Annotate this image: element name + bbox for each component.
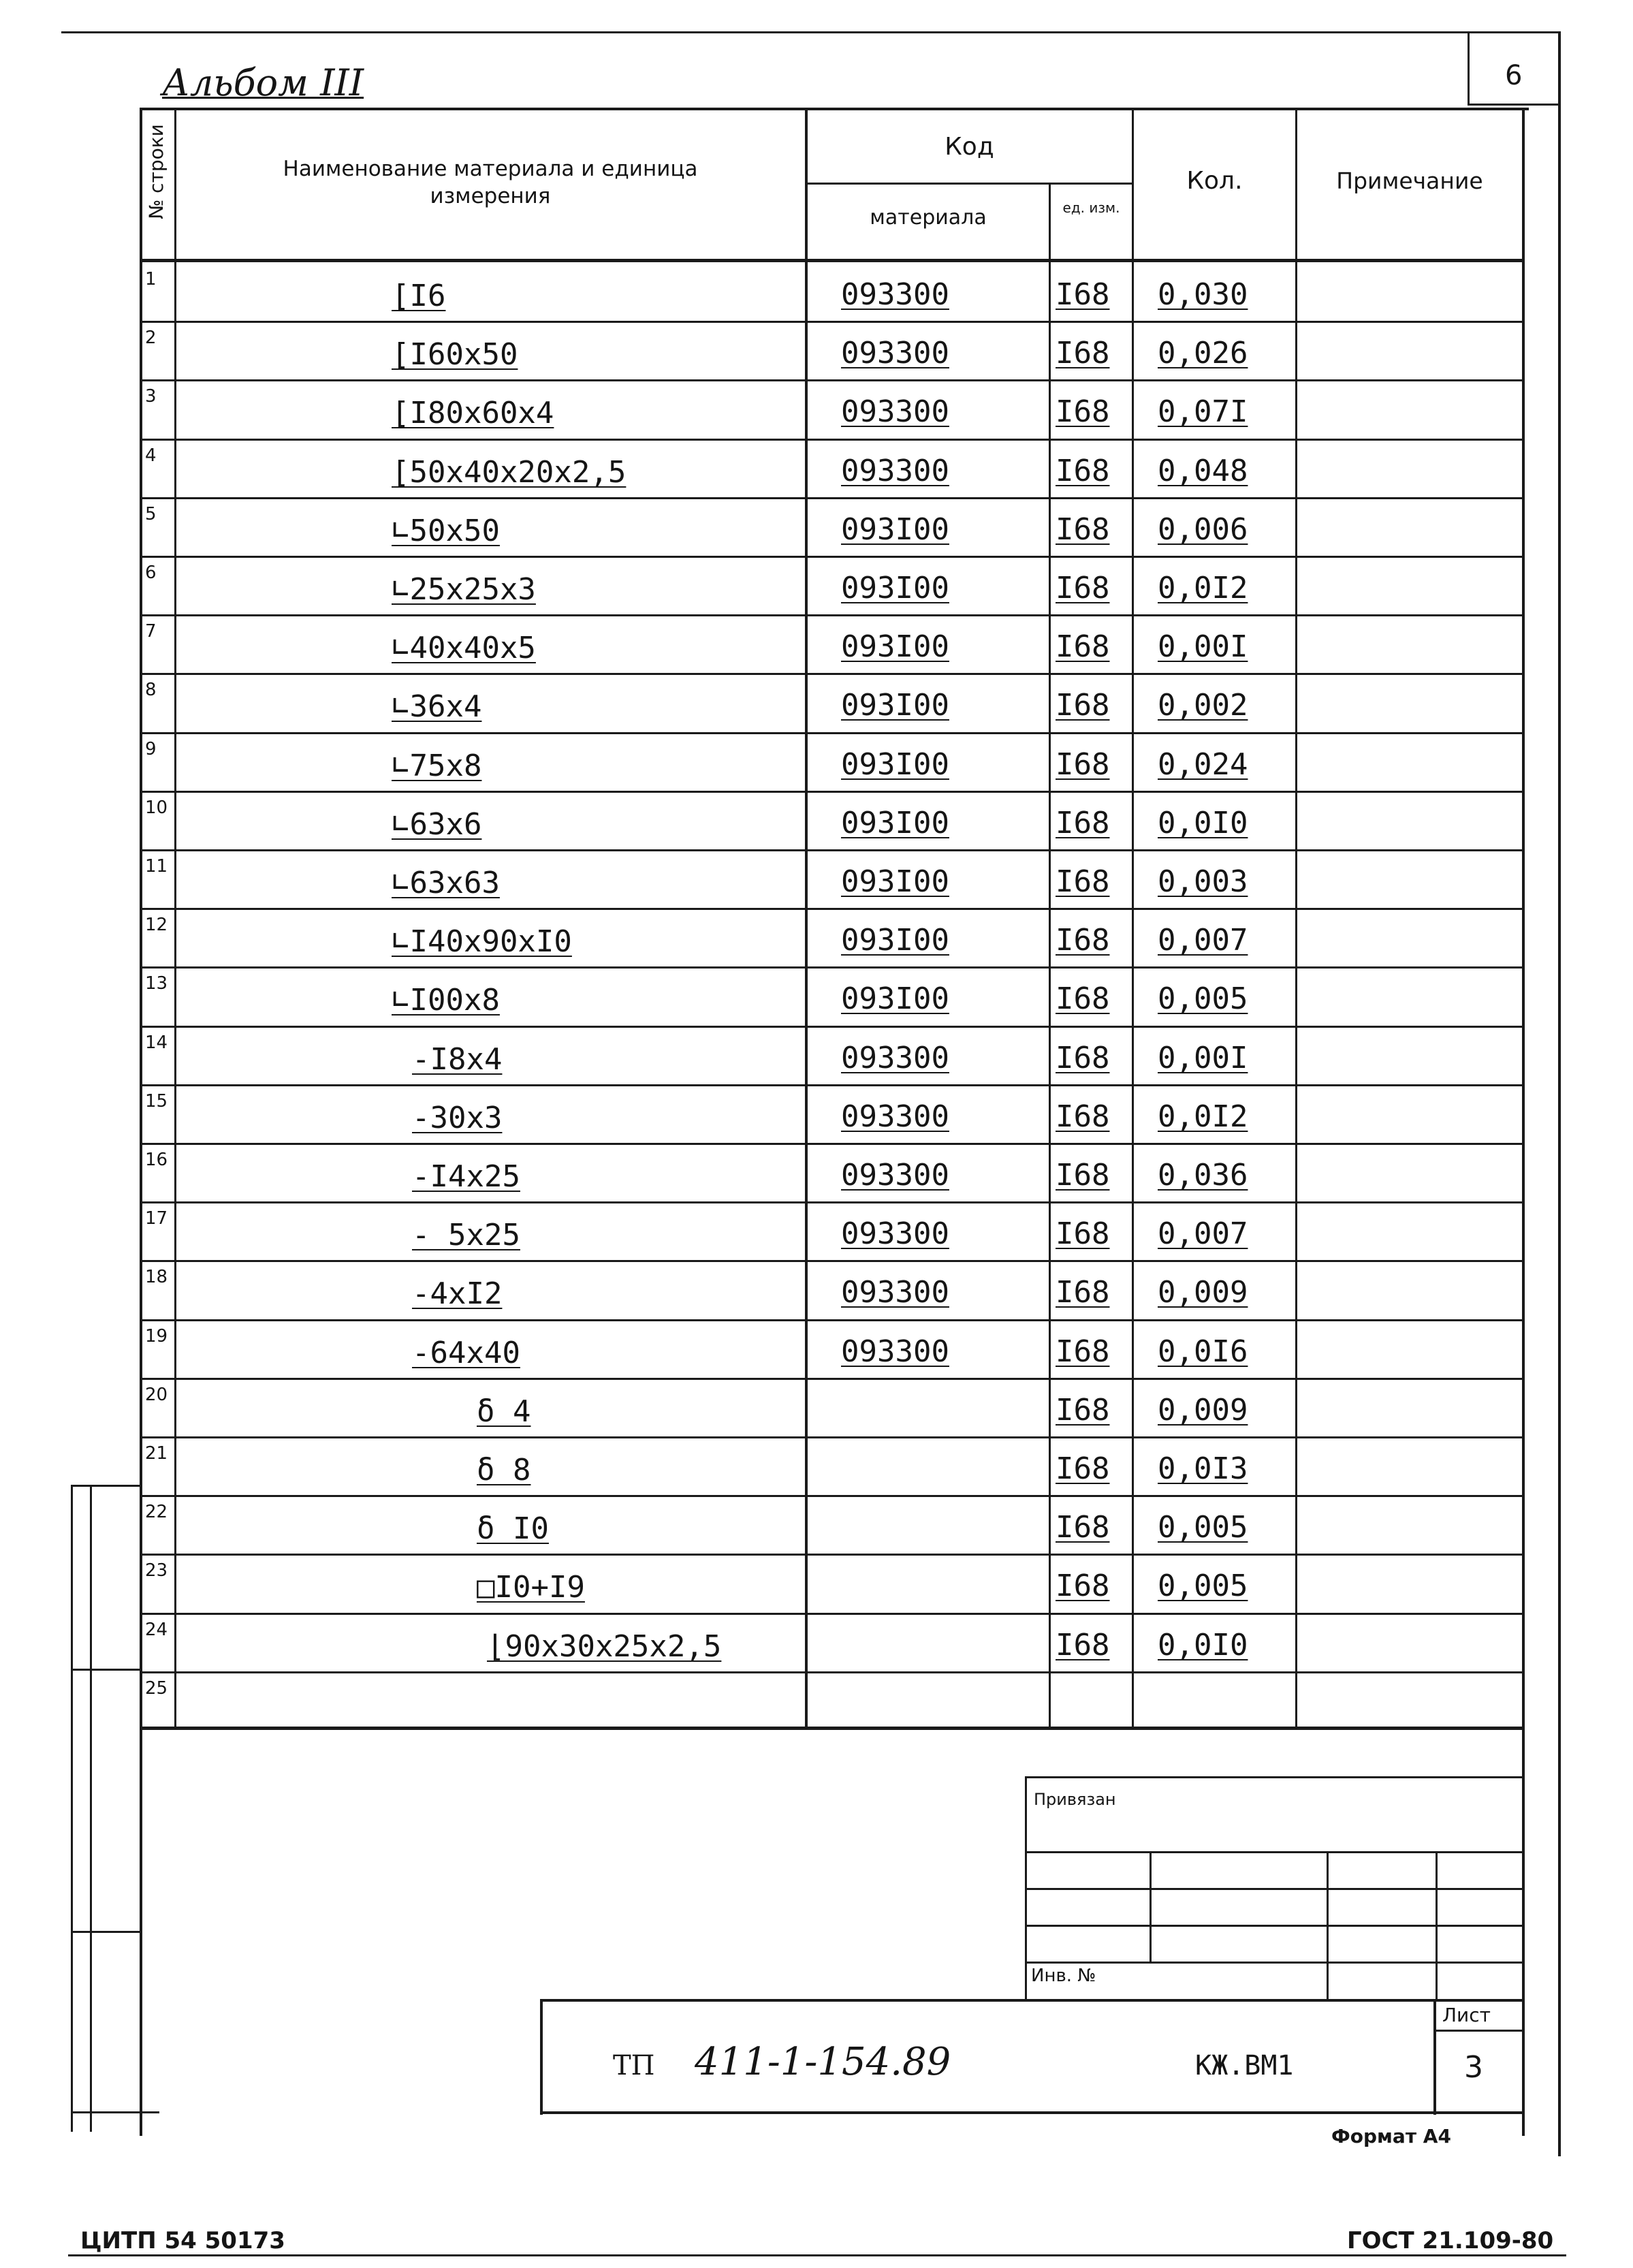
quantity: 0,005 (1158, 981, 1248, 1016)
material-name: [50x40x20x2,5 (392, 455, 627, 490)
unit-code: I68 (1056, 747, 1110, 782)
row-number: 16 (145, 1150, 168, 1170)
bound-label: Привязан (1034, 1790, 1116, 1809)
table-bottom (140, 1727, 1525, 1730)
row-number: 13 (145, 973, 168, 994)
row-number: 11 (145, 856, 168, 877)
header-code-group: Код (945, 133, 994, 161)
unit-code: I68 (1056, 571, 1110, 605)
material-code: 093300 (841, 1275, 949, 1310)
bound-block-top (1025, 1776, 1525, 1778)
material-name: □I0+I9 (477, 1570, 585, 1605)
row-separator (140, 379, 1525, 381)
quantity: 0,003 (1158, 864, 1248, 899)
margin-col-1 (71, 1485, 73, 2132)
header-note: Примечание (1336, 168, 1483, 194)
row-number: 23 (145, 1560, 168, 1581)
material-name: -4xI2 (412, 1276, 503, 1311)
page-corner-number: 6 (1505, 60, 1523, 91)
row-number: 5 (145, 504, 157, 524)
format-label: Формат А4 (1331, 2125, 1451, 2147)
bound-row-line-2 (1025, 1888, 1525, 1890)
unit-code: I68 (1056, 629, 1110, 664)
material-name: -64x40 (412, 1336, 520, 1370)
row-number: 1 (145, 269, 157, 289)
table-top-border (140, 108, 1529, 110)
row-number: 4 (145, 445, 157, 466)
header-row-number: № строки (145, 124, 168, 219)
quantity: 0,006 (1158, 512, 1248, 547)
unit-code: I68 (1056, 277, 1110, 312)
top-border-right (1468, 31, 1470, 105)
material-code: 093I00 (841, 629, 949, 664)
title-block-left (540, 1999, 543, 2115)
row-number: 8 (145, 680, 157, 700)
row-separator (140, 1084, 1525, 1086)
material-code: 093300 (841, 454, 949, 488)
material-code: 093300 (841, 1216, 949, 1251)
row-separator (140, 614, 1525, 616)
material-name: ∟75x8 (392, 749, 482, 783)
quantity: 0,0I2 (1158, 1099, 1248, 1134)
row-number: 19 (145, 1326, 168, 1346)
unit-code: I68 (1056, 1099, 1110, 1134)
row-separator (140, 1436, 1525, 1438)
material-code: 093300 (841, 1334, 949, 1369)
quantity: 0,005 (1158, 1510, 1248, 1545)
margin-mid-line (71, 1669, 142, 1671)
material-name: ∟I40x90xI0 (392, 924, 572, 959)
row-number: 2 (145, 328, 157, 348)
bound-row-line-4 (1025, 1962, 1525, 1964)
unit-code: I68 (1056, 1569, 1110, 1603)
quantity: 0,002 (1158, 688, 1248, 723)
margin-col-2 (90, 1485, 92, 2132)
bound-col-3 (1436, 1851, 1438, 2001)
material-name: ∟I00x8 (392, 983, 500, 1018)
quantity: 0,0I3 (1158, 1451, 1248, 1486)
row-separator (140, 439, 1525, 441)
material-name: -I8x4 (412, 1042, 503, 1077)
right-border (1558, 31, 1561, 2156)
row-separator (140, 1026, 1525, 1028)
quantity: 0,0I0 (1158, 1628, 1248, 1663)
material-name: ⌊90x30x25x2,5 (487, 1629, 722, 1664)
bound-row-line-3 (1025, 1925, 1525, 1927)
material-code: 093300 (841, 1158, 949, 1193)
table-left-border (140, 108, 142, 2136)
material-code: 093300 (841, 336, 949, 371)
row-number: 14 (145, 1033, 168, 1053)
material-code: 093300 (841, 394, 949, 429)
document-code: КЖ.ВМ1 (1195, 2050, 1294, 2081)
row-separator (140, 1319, 1525, 1321)
material-name: [I6 (392, 279, 446, 313)
material-code: 093I00 (841, 981, 949, 1016)
quantity: 0,00I (1158, 1041, 1248, 1075)
row-number: 3 (145, 386, 157, 407)
row-separator (140, 1201, 1525, 1203)
header-name-column: Наименование материала и единица измерения (283, 157, 698, 208)
row-separator (140, 1378, 1525, 1380)
material-name: ∟36x4 (392, 689, 482, 724)
unit-code: I68 (1056, 454, 1110, 488)
row-number: 20 (145, 1385, 168, 1405)
row-separator (140, 497, 1525, 499)
row-separator (140, 1143, 1525, 1145)
table-right-border (1522, 108, 1525, 2136)
row-separator (140, 732, 1525, 734)
material-name: -30x3 (412, 1101, 503, 1135)
footer-right-text: ГОСТ 21.109-80 (1347, 2227, 1554, 2254)
row-separator (140, 791, 1525, 793)
footer-left-text: ЦИТП 54 50173 (80, 2227, 285, 2254)
row-separator (140, 321, 1525, 323)
quantity: 0,009 (1158, 1275, 1248, 1310)
col-line-rownum (174, 108, 176, 1729)
title-block-top (540, 1999, 1525, 2002)
unit-code: I68 (1056, 923, 1110, 958)
unit-code: I68 (1056, 1334, 1110, 1369)
quantity: 0,07I (1158, 394, 1248, 429)
material-code: 093300 (841, 1041, 949, 1075)
material-name: ∟63x63 (392, 866, 500, 900)
row-separator (140, 849, 1525, 851)
sheet-label: Лист (1442, 2004, 1491, 2026)
header-qty: Кол. (1186, 167, 1243, 195)
material-name: ∟63x6 (392, 807, 482, 842)
quantity: 0,0I6 (1158, 1334, 1248, 1369)
material-name: ∟25x25x3 (392, 572, 536, 607)
quantity: 0,007 (1158, 1216, 1248, 1251)
bound-col-2 (1327, 1851, 1329, 2001)
unit-code: I68 (1056, 1510, 1110, 1545)
header-bottom (140, 259, 1525, 262)
material-code: 093300 (841, 277, 949, 312)
project-number: 411-1-154.89 (695, 2040, 951, 2084)
quantity: 0,030 (1158, 277, 1248, 312)
material-name: δ 4 (477, 1394, 531, 1429)
row-separator (140, 1554, 1525, 1556)
material-code: 093I00 (841, 688, 949, 723)
top-border (61, 31, 1559, 33)
material-code: 093300 (841, 1099, 949, 1134)
margin-low-line (71, 1931, 142, 1933)
margin-top-line (71, 1485, 142, 1487)
row-separator (140, 1495, 1525, 1497)
sheet-box-divider (1433, 2030, 1525, 2032)
material-name: δ 8 (477, 1453, 531, 1487)
unit-code: I68 (1056, 1216, 1110, 1251)
row-number: 15 (145, 1091, 168, 1112)
quantity: 0,009 (1158, 1393, 1248, 1428)
row-separator (140, 1671, 1525, 1673)
margin-bottom-line (71, 2111, 159, 2113)
material-code: 093I00 (841, 747, 949, 782)
quantity: 0,0I0 (1158, 806, 1248, 840)
quantity: 0,0I2 (1158, 571, 1248, 605)
row-number: 21 (145, 1443, 168, 1464)
row-separator (140, 1613, 1525, 1615)
unit-code: I68 (1056, 1158, 1110, 1193)
quantity: 0,026 (1158, 336, 1248, 371)
unit-code: I68 (1056, 1451, 1110, 1486)
material-name: -I4x25 (412, 1159, 520, 1194)
quantity: 0,024 (1158, 747, 1248, 782)
material-code: 093I00 (841, 864, 949, 899)
material-name: - 5x25 (412, 1218, 520, 1253)
code-subheader-line (805, 183, 1134, 185)
sheet-box-left (1433, 1999, 1436, 2115)
unit-code: I68 (1056, 981, 1110, 1016)
material-code: 093I00 (841, 512, 949, 547)
quantity: 0,007 (1158, 923, 1248, 958)
material-name: δ I0 (477, 1511, 549, 1546)
quantity: 0,005 (1158, 1569, 1248, 1603)
unit-code: I68 (1056, 512, 1110, 547)
row-separator (140, 673, 1525, 675)
row-separator (140, 556, 1525, 558)
row-number: 25 (145, 1678, 168, 1699)
row-separator (140, 966, 1525, 968)
footer-line (68, 2254, 1566, 2256)
material-code: 093I00 (841, 923, 949, 958)
album-title: Альбом III (162, 61, 364, 104)
unit-code: I68 (1056, 394, 1110, 429)
row-separator (140, 1260, 1525, 1262)
row-number: 24 (145, 1620, 168, 1640)
material-name: [I80x60x4 (392, 396, 554, 430)
row-number: 9 (145, 739, 157, 759)
row-number: 18 (145, 1267, 168, 1287)
project-prefix: ТП (613, 2050, 655, 2081)
quantity: 0,048 (1158, 454, 1248, 488)
col-line-qty (1295, 108, 1297, 1729)
unit-code: I68 (1056, 336, 1110, 371)
bound-row-line-1 (1025, 1851, 1525, 1853)
quantity: 0,00I (1158, 629, 1248, 664)
row-number: 12 (145, 915, 168, 935)
material-name: ∟50x50 (392, 514, 500, 548)
unit-code: I68 (1056, 806, 1110, 840)
col-line-name (805, 108, 808, 1729)
unit-code: I68 (1056, 1041, 1110, 1075)
unit-code: I68 (1056, 1628, 1110, 1663)
col-line-unit (1132, 108, 1134, 1729)
material-code: 093I00 (841, 571, 949, 605)
unit-code: I68 (1056, 1393, 1110, 1428)
row-number: 7 (145, 621, 157, 642)
row-separator (140, 908, 1525, 910)
row-number: 22 (145, 1502, 168, 1522)
bound-col-1 (1150, 1851, 1152, 1962)
sheet-number: 3 (1464, 2050, 1483, 2085)
title-block-bottom (540, 2111, 1525, 2114)
row-number: 6 (145, 563, 157, 583)
material-name: ∟40x40x5 (392, 631, 536, 665)
material-name: [I60x50 (392, 337, 518, 372)
unit-code: I68 (1056, 1275, 1110, 1310)
unit-code: I68 (1056, 688, 1110, 723)
header-unit-code: ед. изм. (1062, 200, 1120, 216)
corner-divider (1468, 104, 1559, 106)
unit-code: I68 (1056, 864, 1110, 899)
material-code: 093I00 (841, 806, 949, 840)
quantity: 0,036 (1158, 1158, 1248, 1193)
inv-label: Инв. № (1031, 1966, 1096, 1986)
header-material-code: материала (870, 206, 987, 230)
row-number: 17 (145, 1208, 168, 1229)
row-number: 10 (145, 798, 168, 818)
